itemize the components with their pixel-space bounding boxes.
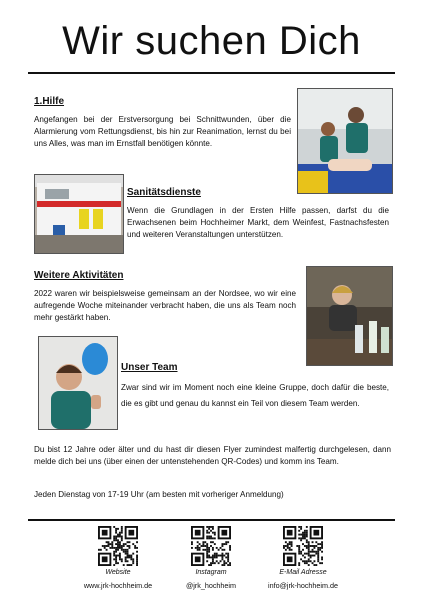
email-label: E-Mail Adresse: [279, 569, 327, 576]
medical-services-heading: Sanitätsdienste: [127, 187, 201, 198]
team-heading: Unser Team: [121, 362, 178, 373]
website-qr-code[interactable]: [98, 526, 138, 566]
activities-photo: [306, 266, 393, 366]
team-text: Zwar sind wir im Moment noch eine kleine Gruppe, doch dafür die beste, die es gibt und genau du kannst ein Teil von diesem Team werden.: [121, 383, 389, 408]
instagram-qr-code[interactable]: [191, 526, 231, 566]
bottom-divider: [28, 519, 395, 521]
first-aid-photo: [297, 88, 393, 194]
website-label: Website: [105, 569, 131, 576]
schedule-text: Jeden Dienstag von 17-19 Uhr (am besten mit vorheriger Anmeldung): [34, 490, 284, 499]
first-aid-heading: 1.Hilfe: [34, 96, 65, 107]
activities-heading: Weitere Aktivitäten: [34, 270, 124, 281]
first-aid-text: Angefangen bei der Erstversorgung bei Schnittwunden, über die Alarmierung vom Rettungsdienst, bis hin zur Reanimation, lernst du bei uns Alles, was man im Ernstfall benötigen könnte.: [34, 115, 291, 149]
email-link[interactable]: info@jrk-hochheim.de: [267, 581, 339, 590]
email-qr-code[interactable]: [283, 526, 323, 566]
instagram-handle[interactable]: @jrk_hochheim: [185, 581, 237, 590]
top-divider: [28, 72, 395, 74]
activities-text: 2022 waren wir beispielsweise gemeinsam an der Nordsee, wo wir eine aufregende Woche miteinander verbracht haben, die uns als Team noch mehr gestärkt haben.: [34, 289, 296, 323]
instagram-label: Instagram: [195, 569, 227, 576]
ambulance-photo: [34, 174, 124, 254]
website-link[interactable]: www.jrk-hochheim.de: [83, 581, 153, 590]
page-title: Wir suchen Dich: [62, 19, 361, 63]
medical-services-text: Wenn die Grundlagen in der Ersten Hilfe passen, darfst du die Erwachsenen beim Hochheimer Markt, dem Weinfest, Fastnachsfesten und weiteren Veranstaltungen unterstützen.: [127, 206, 389, 240]
team-photo: [38, 336, 118, 430]
call-to-action-text: Du bist 12 Jahre oder älter und du hast dir diesen Flyer zumindest malfertig durchgelesen, dann melde dich bei uns (über einen der untenstehenden QR-Codes) und komm ins Team.: [34, 445, 391, 467]
